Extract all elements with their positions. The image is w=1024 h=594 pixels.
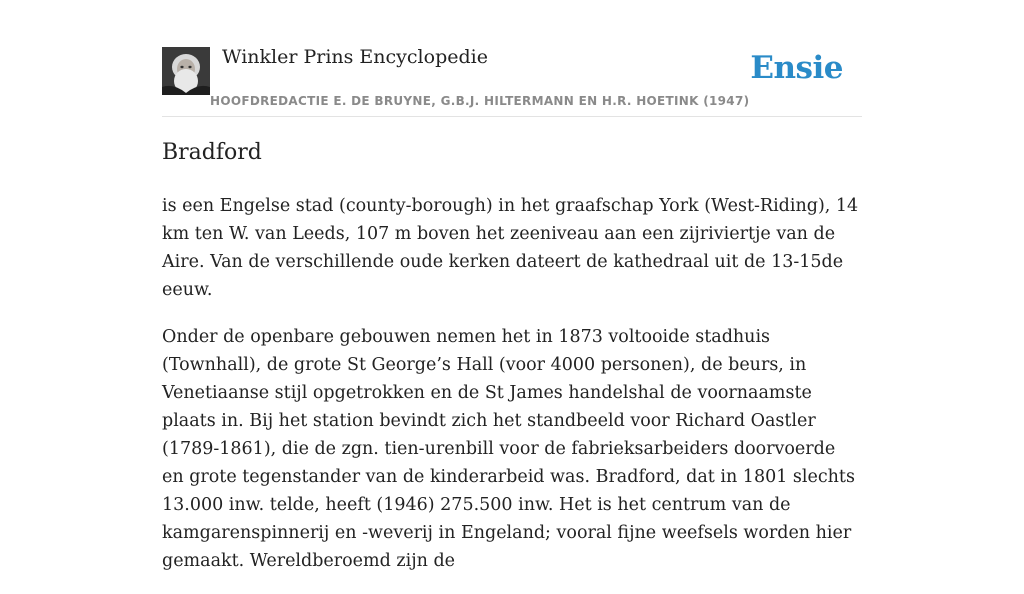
article-paragraph: Onder de openbare gebouwen nemen het in 1873 voltooide stadhuis (Townhall), de grote St George’s Hall (voor 4000 personen), de beurs, in Venetiaanse stijl opgetrokken en de St James handelshal de voornaamste plaats in. Bij het station bevindt zich het standbeeld voor Richard Oastler (1789-1861), die de zgn. tien-urenbill voor de fabrieksarbeiders doorvoerde en grote tegenstander van de kinderarbeid was. Bradford, dat in 1801 slechts 13.000 inw. telde, heeft (1946) 275.500 inw. Het is het centrum van de kamgarenspinnerij en -weverij in Engeland; vooral fijne weefsels worden hier gemaakt. Wereldberoemd zijn de	[162, 327, 855, 571]
article-title: Bradford	[162, 140, 262, 165]
site-name[interactable]: Winkler Prins Encyclopedie	[222, 46, 488, 68]
ensie-logo[interactable]: Ensie	[750, 50, 843, 86]
article-body	[162, 192, 862, 594]
article-paragraph: is een Engelse stad (county-borough) in het graafschap York (West-Riding), 14 km ten W. van Leeds, 107 m boven het zeeniveau aan een zijriviertje van de Aire. Van de verschillende oude kerken dateert de kathedraal uit de 13-15de eeuw.	[162, 196, 859, 300]
editor-portrait-avatar	[162, 47, 210, 95]
portrait-image	[162, 47, 210, 95]
site-header	[162, 44, 862, 117]
editors-credit: HOOFDREDACTIE E. DE BRUYNE, G.B.J. HILTERMANN EN H.R. HOETINK (1947)	[210, 94, 750, 108]
